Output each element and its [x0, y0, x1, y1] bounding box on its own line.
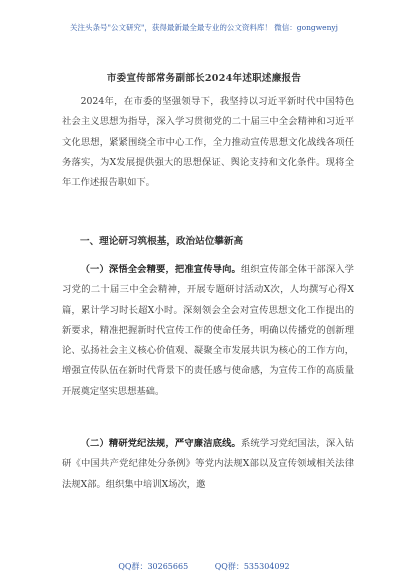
section-heading: 一、理论研习筑根基，政治站位攀新高 — [80, 236, 244, 247]
subsection-paragraph-2 — [62, 434, 354, 495]
footer-qq-group-1: QQ群：30265665 — [118, 562, 189, 571]
footer-contacts — [0, 561, 408, 572]
subsection-heading-1: （一）深悟全会精要，把准宣传导向。 — [80, 264, 241, 275]
subsection-body-2: 系统学习党纪国法，深入钻研《中国共产党纪律处分条例》等党内法规X部以及宣传领域相关法律法规X部。组织集中培训X场次，邀 — [62, 438, 354, 490]
document-title: 市委宣传部常务副部长2024年述职述廉报告 — [106, 73, 302, 84]
subsection-body-1: 组织宣传部全体干部深入学习党的二十届三中全会精神，开展专题研讨活动X次，人均撰写心得X篇，累计学习时长超X小时。深刻领会全会对宣传思想文化工作提出的新要求，精准把握新时代宣传工作的使命任务，明确以传播党的创新理论、弘扬社会主义核心价值观、凝聚全市发展共识为核心的工作方向，增强宣传队伍在新时代背景下的责任感与使命感，为宣传工作的高质量开展奠定坚实思想基础。 — [62, 264, 354, 397]
subsection-heading-2: （二）精研党纪法规，严守廉洁底线。 — [80, 438, 241, 449]
footer-qq-group-2: QQ群：535304092 — [214, 562, 290, 571]
intro-paragraph: 2024年，在市委的坚强领导下，我坚持以习近平新时代中国特色社会主义思想为指导，深入学习贯彻党的二十届三中全会精神和习近平文化思想，紧紧围绕全市中心工作，全力推动宣传思想文化战线各项任务落实，为X发展提供强大的思想保证、舆论支持和文化条件。现将全年工作述报告职如下。 — [62, 96, 354, 189]
header-banner: 关注头条号"公文研究"，获得最新最全最专业的公文资料库！ 微信：gongwenyj — [70, 23, 338, 32]
subsection-paragraph-1 — [62, 260, 354, 402]
